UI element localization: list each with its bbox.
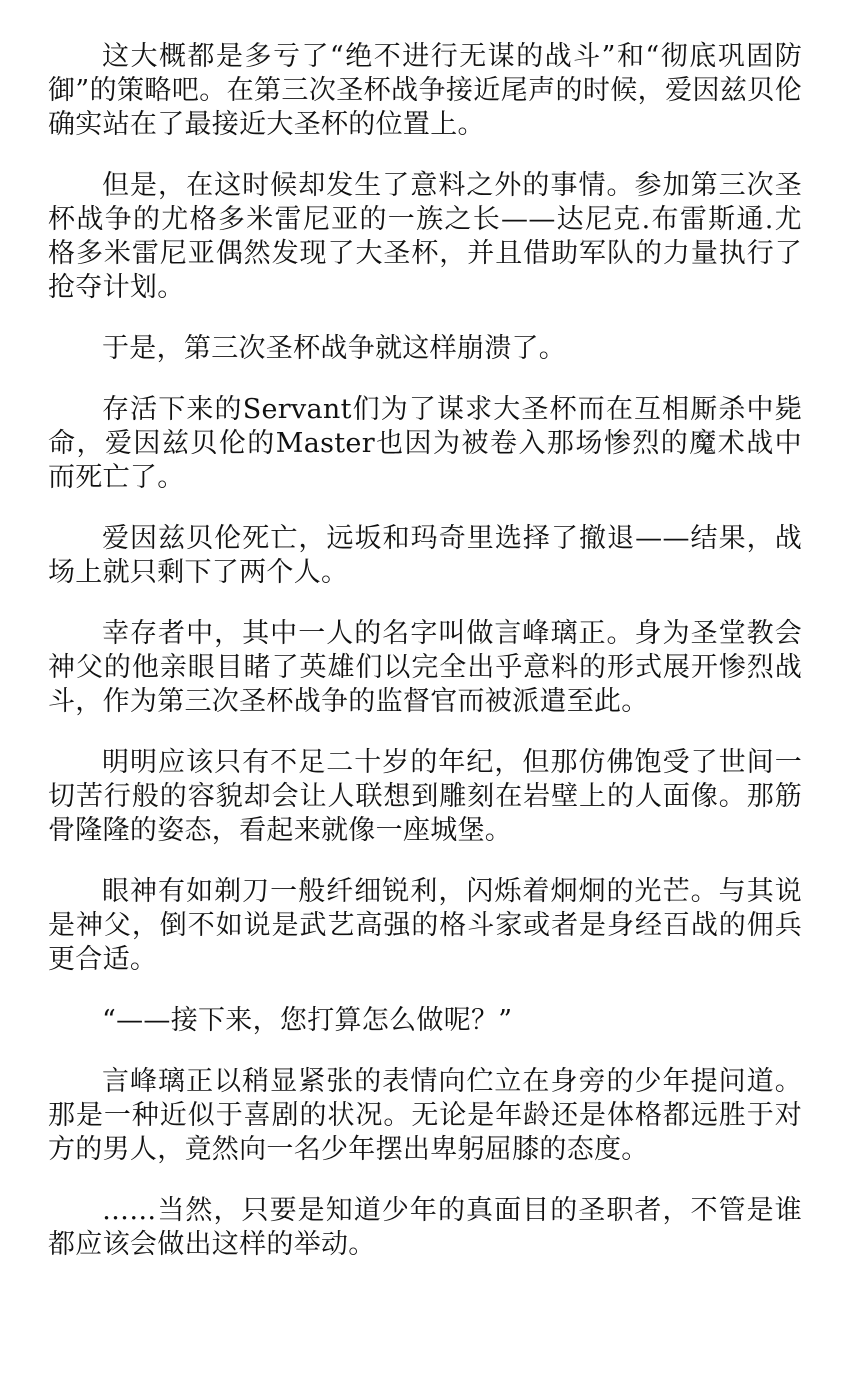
paragraph: 这大概都是多亏了“绝不进行无谋的战斗”和“彻底巩固防御”的策略吧。在第三次圣杯战争接近尾声的时候，爱因兹贝伦确实站在了最接近大圣杯的位置上。 [48,41,802,140]
paragraph: 爱因兹贝伦死亡，远坂和玛奇里选择了撤退——结果，战场上就只剩下了两个人。 [48,523,802,588]
paragraph: 幸存者中，其中一人的名字叫做言峰璃正。身为圣堂教会神父的他亲眼目睹了英雄们以完全出乎意料的形式展开惨烈战斗，作为第三次圣杯战争的监督官而被派遣至此。 [48,618,802,717]
paragraph: 存活下来的Servant们为了谋求大圣杯而在互相厮杀中毙命，爱因兹贝伦的Master也因为被卷入那场惨烈的魔术战中而死亡了。 [48,394,802,493]
paragraph: 于是，第三次圣杯战争就这样崩溃了。 [102,333,567,364]
dialogue-paragraph: “——接下来，您打算怎么做呢？” [102,1005,513,1036]
paragraph: 言峰璃正以稍显紧张的表情向伫立在身旁的少年提问道。那是一种近似于喜剧的状况。无论是年龄还是体格都远胜于对方的男人，竟然向一名少年摆出卑躬屈膝的态度。 [48,1066,802,1165]
paragraph: 明明应该只有不足二十岁的年纪，但那仿佛饱受了世间一切苦行般的容貌却会让人联想到雕刻在岩壁上的人面像。那筋骨隆隆的姿态，看起来就像一座城堡。 [48,747,802,846]
paragraph: 但是，在这时候却发生了意料之外的事情。参加第三次圣杯战争的尤格多米雷尼亚的一族之长——达尼克.布雷斯通.尤格多米雷尼亚偶然发现了大圣杯，并且借助军队的力量执行了抢夺计划。 [48,170,802,303]
paragraph: ……当然，只要是知道少年的真面目的圣职者，不管是谁都应该会做出这样的举动。 [48,1195,802,1260]
paragraph: 眼神有如剃刀一般纤细锐利，闪烁着炯炯的光芒。与其说是神父，倒不如说是武艺高强的格斗家或者是身经百战的佣兵更合适。 [48,876,802,975]
